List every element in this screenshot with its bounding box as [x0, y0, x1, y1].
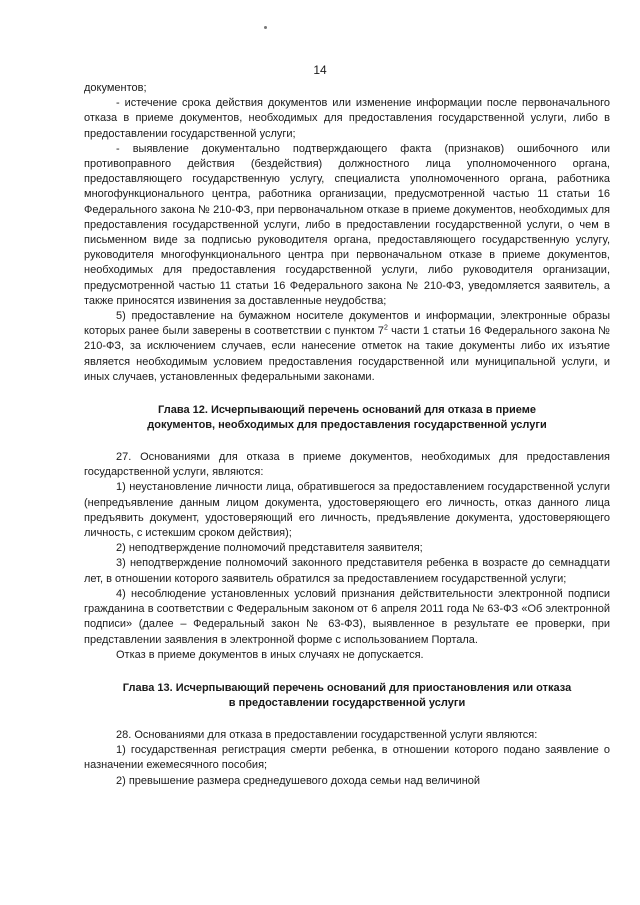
chapter-12-title-line1: Глава 12. Исчерпывающий перечень оснований для отказа в приеме — [158, 404, 536, 417]
paragraph: 27. Основаниями для отказа в приеме документов, необходимых для предоставления государственной услуги, являются: — [84, 451, 610, 479]
paragraph: документов; — [84, 82, 147, 94]
paragraph: 4) несоблюдение установленных условий признания действительности электронной подписи гражданина в соответствии с Федеральным законом от 6 апреля 2011 года № 63-ФЗ «Об электронной подписи» (далее – Федеральный закон № 63-ФЗ), выявленное в результате ее проверки, при представлении заявления в электронной форме с использованием Портала. — [84, 587, 610, 646]
item5-text-before: 5) предоставление на бумажном носителе документов и информации, электронные образы которых ранее были заверены в соответствии с пунктом 7 — [84, 310, 610, 338]
document-body — [84, 81, 610, 789]
paragraph: 2) неподтверждение полномочий представителя заявителя; — [116, 542, 423, 555]
page-number: 14 — [313, 63, 327, 77]
superscript: 2 — [383, 324, 388, 332]
chapter-13-title-line2: в предоставлении государственной услуги — [228, 696, 466, 709]
paragraph: 1) государственная регистрация смерти ребенка, в отношении которого подано заявление о назначении ежемесячного пособия; — [84, 744, 610, 772]
paragraph: Отказ в приеме документов в иных случаях не допускается. — [116, 648, 424, 661]
paragraph: 3) неподтверждение полномочий законного представителя ребенка в возрасте до семнадцати лет, в отношении которого заявитель обратился за предоставлением государственной услуги; — [84, 557, 610, 585]
scan-artifact — [264, 26, 267, 29]
paragraph: 28. Основаниями для отказа в предоставлении государственной услуги являются: — [116, 728, 538, 741]
chapter-13-heading — [84, 681, 610, 711]
paragraph: - истечение срока действия документов или изменение информации после первоначального отказа в приеме документов, необходимых для предоставления государственной услуги, либо в предоставлении государственной услуги; — [84, 97, 610, 140]
paragraph: 2) превышение размера среднедушевого дохода семьи над величиной — [116, 774, 481, 787]
paragraph: 1) неустановление личности лица, обратившегося за предоставлением государственной услуги (непредъявление данным лицом документа, удостоверяющего его личность, отказ данного лица предъявить документ, удостоверяющий его личность, предъявление документа, удостоверяющего личность, с истекшим сроком действия); — [84, 481, 610, 540]
paragraph: - выявление документально подтверждающего факта (признаков) ошибочного или противоправного действия (бездействия) должностного лица уполномоченного органа, предоставляющего государственную услугу, специалиста уполномоченного органа, работника многофункционального центра, работника организации, предусмотренной частью 11 статьи 16 Федерального закона № 210-ФЗ, при первоначальном отказе в приеме документов, необходимых для предоставления государственной услуги, либо в предоставлении государственной услуги, о чем в письменном виде за подписью руководителя органа, предоставляющего государственную услугу, руководителя многофункционального центра при первоначальном отказе в приеме документов, необходимых для предоставления государственной услуги, либо руководителя организации, предусмотренной частью 11 статьи 16 Федерального закона № 210-ФЗ, уведомляется заявитель, а также приносятся извинения за доставленные неудобства; — [84, 142, 610, 307]
chapter-12-title-line2: документов, необходимых для предоставления государственной услуги — [147, 419, 547, 432]
paragraph-item-5 — [84, 309, 610, 385]
item5-text-after: части 1 статьи 16 Федерального закона № 210-ФЗ, за исключением случаев, если нанесение отметок на такие документы либо их изъятие является необходимым условием предоставления государственной или муниципальной услуги, и иных случаев, установленных федеральными законами. — [84, 325, 610, 383]
chapter-13-title-line1: Глава 13. Исчерпывающий перечень оснований для приостановления или отказа — [122, 681, 572, 694]
chapter-12-heading — [84, 403, 610, 433]
